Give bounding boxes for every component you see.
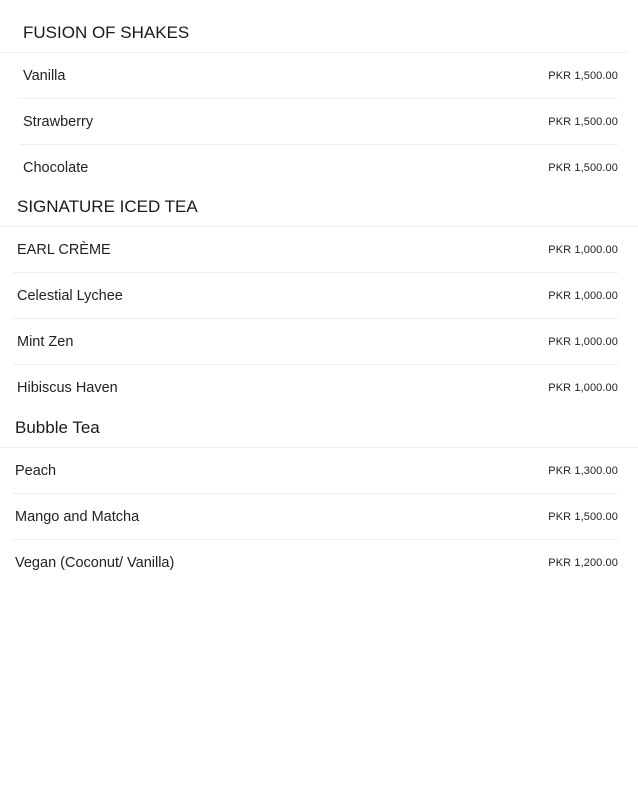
menu-section-signature-iced-tea (0, 187, 638, 411)
menu-item-celestial-lychee[interactable] (13, 273, 618, 319)
item-name: Celestial Lychee (17, 287, 123, 304)
item-name: Mint Zen (17, 333, 74, 350)
item-price: PKR 1,300.00 (548, 464, 618, 477)
menu-item-vegan-coconut-vanilla[interactable] (12, 540, 618, 586)
menu-section-bubble-tea (0, 408, 638, 586)
item-price: PKR 1,000.00 (548, 335, 618, 348)
item-name: Strawberry (23, 113, 94, 130)
item-price: PKR 1,000.00 (548, 243, 618, 256)
section-title: FUSION OF SHAKES (0, 13, 628, 53)
item-name: Peach (15, 462, 57, 479)
section-title: SIGNATURE ICED TEA (0, 187, 638, 227)
item-name: Mango and Matcha (15, 508, 140, 525)
item-price: PKR 1,500.00 (548, 69, 618, 82)
item-name: Vanilla (23, 67, 66, 84)
menu-item-hibiscus-haven[interactable] (13, 365, 618, 411)
menu-item-peach[interactable] (12, 448, 618, 494)
item-name: Vegan (Coconut/ Vanilla) (15, 555, 175, 571)
menu-item-chocolate[interactable] (19, 145, 618, 191)
menu-item-mango-and-matcha[interactable] (12, 494, 618, 540)
menu-section-fusion-of-shakes (0, 13, 638, 191)
item-price: PKR 1,000.00 (548, 382, 618, 394)
menu-item-strawberry[interactable] (19, 99, 618, 145)
item-price: PKR 1,200.00 (548, 557, 618, 569)
menu-item-mint-zen[interactable] (13, 319, 618, 365)
section-title: Bubble Tea (0, 408, 638, 448)
item-price: PKR 1,500.00 (548, 510, 618, 523)
menu-item-vanilla[interactable] (19, 53, 618, 99)
item-name: Chocolate (23, 160, 89, 176)
item-price: PKR 1,500.00 (548, 162, 618, 174)
item-price: PKR 1,000.00 (548, 289, 618, 302)
item-name: EARL CRÈME (17, 241, 111, 258)
menu-item-earl-creme[interactable] (13, 227, 618, 273)
item-name: Hibiscus Haven (17, 380, 118, 396)
item-price: PKR 1,500.00 (548, 115, 618, 128)
